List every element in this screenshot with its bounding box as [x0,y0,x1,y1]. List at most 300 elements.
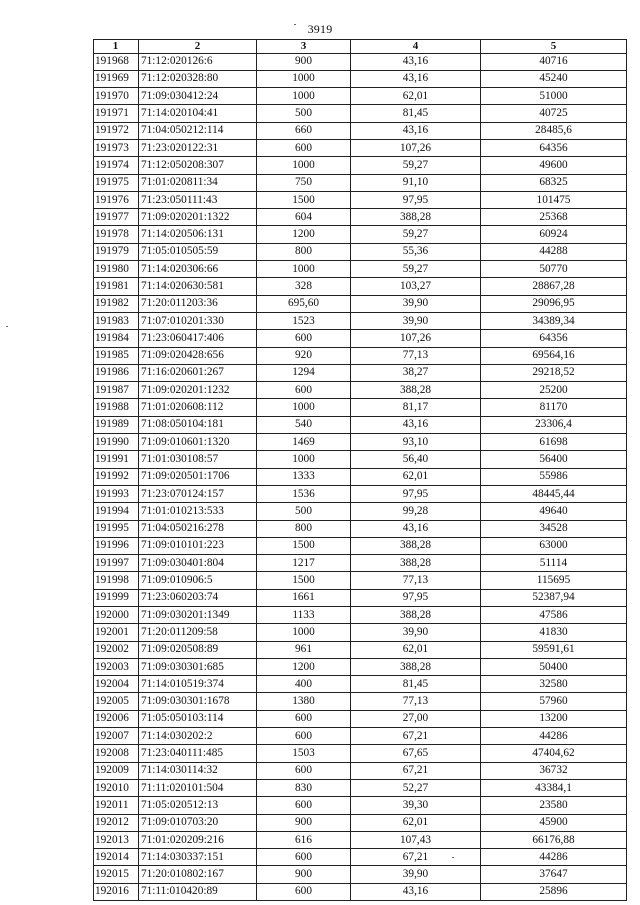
table-row [94,797,627,814]
value-cell: 115695 [481,572,627,589]
record-number-cell: 191969 [94,70,139,87]
cadastral-number-cell: 71:11:010420:89 [139,883,257,900]
area-cell: 961 [257,641,351,658]
record-number-cell: 191970 [94,88,139,105]
value-cell: 64356 [481,139,627,156]
area-cell: 1380 [257,693,351,710]
rate-cell: 38,27 [351,364,481,381]
area-cell: 1000 [257,624,351,641]
area-cell: 616 [257,831,351,848]
cadastral-number-cell: 71:09:020201:1322 [139,209,257,226]
rate-cell: 39,30 [351,797,481,814]
rate-cell: 39,90 [351,866,481,883]
rate-cell: 107,26 [351,139,481,156]
column-header-4: 4 [351,40,481,54]
value-cell: 52387,94 [481,589,627,606]
area-cell: 400 [257,676,351,693]
record-number-cell: 192008 [94,745,139,762]
area-cell: 1200 [257,658,351,675]
rate-cell: 62,01 [351,641,481,658]
rate-cell: 388,28 [351,209,481,226]
table-row [94,572,627,589]
rate-cell: 107,26 [351,330,481,347]
value-cell: 55986 [481,468,627,485]
area-cell: 1536 [257,485,351,502]
table-row [94,624,627,641]
table-row [94,555,627,572]
rate-cell: 62,01 [351,88,481,105]
record-number-cell: 192005 [94,693,139,710]
value-cell: 49640 [481,503,627,520]
table-row [94,831,627,848]
record-number-cell: 192002 [94,641,139,658]
table-row [94,122,627,139]
table-row [94,676,627,693]
rate-cell: 43,16 [351,70,481,87]
value-cell: 81170 [481,399,627,416]
cadastral-number-cell: 71:23:060203:74 [139,589,257,606]
table-row [94,226,627,243]
record-number-cell: 191988 [94,399,139,416]
record-number-cell: 191982 [94,295,139,312]
area-cell: 600 [257,797,351,814]
rate-cell: 388,28 [351,382,481,399]
rate-cell: 39,90 [351,624,481,641]
record-number-cell: 191981 [94,278,139,295]
rate-cell: 388,28 [351,537,481,554]
table-row [94,728,627,745]
value-cell: 34528 [481,520,627,537]
area-cell: 1000 [257,261,351,278]
table-row [94,347,627,364]
rate-cell: 99,28 [351,503,481,520]
cadastral-number-cell: 71:09:030401:804 [139,555,257,572]
cadastral-number-cell: 71:09:020201:1232 [139,382,257,399]
table-row [94,295,627,312]
cadastral-number-cell: 71:09:030301:685 [139,658,257,675]
cadastral-number-cell: 71:14:030114:32 [139,762,257,779]
cadastral-number-cell: 71:14:020104:41 [139,105,257,122]
record-number-cell: 191991 [94,451,139,468]
rate-cell: 62,01 [351,814,481,831]
area-cell: 600 [257,139,351,156]
table-row [94,261,627,278]
rate-cell: 81,45 [351,676,481,693]
rate-cell: 43,16 [351,53,481,70]
rate-cell: 56,40 [351,451,481,468]
record-number-cell: 191976 [94,191,139,208]
value-cell: 64356 [481,330,627,347]
cadastral-number-cell: 71:12:050208:307 [139,157,257,174]
area-cell: 1200 [257,226,351,243]
record-number-cell: 191996 [94,537,139,554]
record-number-cell: 192006 [94,710,139,727]
value-cell: 45240 [481,70,627,87]
value-cell: 101475 [481,191,627,208]
table-row [94,434,627,451]
record-number-cell: 191995 [94,520,139,537]
cadastral-number-cell: 71:05:020512:13 [139,797,257,814]
value-cell: 60924 [481,226,627,243]
cadastral-number-cell: 71:01:020811:34 [139,174,257,191]
cadastral-number-cell: 71:12:020328:80 [139,70,257,87]
cadastral-number-cell: 71:09:020508:89 [139,641,257,658]
area-cell: 1661 [257,589,351,606]
cadastral-number-cell: 71:14:030202:2 [139,728,257,745]
record-number-cell: 191990 [94,434,139,451]
area-cell: 1500 [257,191,351,208]
area-cell: 800 [257,520,351,537]
area-cell: 600 [257,728,351,745]
value-cell: 51000 [481,88,627,105]
value-cell: 34389,34 [481,312,627,329]
record-number-cell: 191978 [94,226,139,243]
table-row [94,312,627,329]
value-cell: 61698 [481,434,627,451]
table-row [94,883,627,900]
cadastral-number-cell: 71:12:020126:6 [139,53,257,70]
column-header-3: 3 [257,40,351,54]
table-row [94,209,627,226]
rate-cell: 77,13 [351,347,481,364]
rate-cell: 77,13 [351,572,481,589]
cadastral-number-cell: 71:23:070124:157 [139,485,257,502]
table-row [94,485,627,502]
cadastral-number-cell: 71:20:010802:167 [139,866,257,883]
record-number-cell: 191968 [94,53,139,70]
column-header-1: 1 [94,40,139,54]
rate-cell: 97,95 [351,589,481,606]
table-row [94,105,627,122]
cadastral-number-cell: 71:09:010906:5 [139,572,257,589]
area-cell: 328 [257,278,351,295]
area-cell: 1000 [257,70,351,87]
cadastral-number-cell: 71:14:020630:581 [139,278,257,295]
rate-cell: 43,16 [351,520,481,537]
record-number-cell: 191987 [94,382,139,399]
cadastral-number-cell: 71:09:030412:24 [139,88,257,105]
cadastral-number-cell: 71:23:060417:406 [139,330,257,347]
rate-cell: 39,90 [351,295,481,312]
area-cell: 695,60 [257,295,351,312]
cadastral-number-cell: 71:04:050212:114 [139,122,257,139]
value-cell: 40716 [481,53,627,70]
record-number-cell: 191973 [94,139,139,156]
record-number-cell: 192001 [94,624,139,641]
cadastral-number-cell: 71:09:020428:656 [139,347,257,364]
record-number-cell: 191994 [94,503,139,520]
record-number-cell: 191975 [94,174,139,191]
record-number-cell: 191986 [94,364,139,381]
record-number-cell: 192004 [94,676,139,693]
header-row [94,40,627,54]
area-cell: 500 [257,503,351,520]
value-cell: 69564,16 [481,347,627,364]
cadastral-number-cell: 71:20:011209:58 [139,624,257,641]
value-cell: 37647 [481,866,627,883]
column-header-5: 5 [481,40,627,54]
cadastral-number-cell: 71:01:020608:112 [139,399,257,416]
value-cell: 63000 [481,537,627,554]
area-cell: 600 [257,710,351,727]
value-cell: 29218,52 [481,364,627,381]
area-cell: 600 [257,762,351,779]
value-cell: 43384,1 [481,779,627,796]
rate-cell: 27,00 [351,710,481,727]
record-number-cell: 192015 [94,866,139,883]
record-number-cell: 191998 [94,572,139,589]
record-number-cell: 191997 [94,555,139,572]
value-cell: 68325 [481,174,627,191]
record-number-cell: 191980 [94,261,139,278]
table-row [94,607,627,624]
cadastral-number-cell: 71:23:020122:31 [139,139,257,156]
cadastral-number-cell: 71:01:010213:533 [139,503,257,520]
area-cell: 1333 [257,468,351,485]
table-row [94,451,627,468]
area-cell: 604 [257,209,351,226]
area-cell: 900 [257,866,351,883]
rate-cell: 107,43 [351,831,481,848]
cadastral-number-cell: 71:09:030201:1349 [139,607,257,624]
rate-cell: 67,21 [351,728,481,745]
record-number-cell: 191985 [94,347,139,364]
area-cell: 1294 [257,364,351,381]
value-cell: 45900 [481,814,627,831]
value-cell: 25368 [481,209,627,226]
area-cell: 600 [257,883,351,900]
table-row [94,157,627,174]
area-cell: 900 [257,53,351,70]
rate-cell: 388,28 [351,555,481,572]
area-cell: 830 [257,779,351,796]
value-cell: 50400 [481,658,627,675]
cadastral-number-cell: 71:14:010519:374 [139,676,257,693]
cadastral-number-cell: 71:14:030337:151 [139,849,257,866]
cadastral-number-cell: 71:23:050111:43 [139,191,257,208]
rate-cell: 97,95 [351,485,481,502]
table-body [94,53,627,901]
table-row [94,88,627,105]
cadastral-number-cell: 71:09:020501:1706 [139,468,257,485]
value-cell: 51114 [481,555,627,572]
table-header [94,40,627,54]
cadastral-number-cell: 71:14:020306:66 [139,261,257,278]
value-cell: 13200 [481,710,627,727]
record-number-cell: 191993 [94,485,139,502]
record-number-cell: 192007 [94,728,139,745]
cadastral-number-cell: 71:23:040111:485 [139,745,257,762]
cadastral-number-cell: 71:08:050104:181 [139,416,257,433]
page-number: 3919 [307,22,333,36]
area-cell: 900 [257,814,351,831]
area-cell: 1000 [257,88,351,105]
rate-cell: 81,17 [351,399,481,416]
record-number-cell: 191974 [94,157,139,174]
area-cell: 600 [257,382,351,399]
area-cell: 800 [257,243,351,260]
area-cell: 1133 [257,607,351,624]
rate-cell: 67,21 [351,849,481,866]
rate-cell: 67,21 [351,762,481,779]
value-cell: 41830 [481,624,627,641]
value-cell: 44286 [481,849,627,866]
rate-cell: 81,45 [351,105,481,122]
cadastral-number-cell: 71:14:020506:131 [139,226,257,243]
table-row [94,693,627,710]
table-row [94,174,627,191]
area-cell: 600 [257,330,351,347]
table-row [94,139,627,156]
value-cell: 48445,44 [481,485,627,502]
value-cell: 40725 [481,105,627,122]
rate-cell: 59,27 [351,157,481,174]
record-number-cell: 191999 [94,589,139,606]
area-cell: 750 [257,174,351,191]
table-row [94,814,627,831]
value-cell: 28485,6 [481,122,627,139]
record-number-cell: 191989 [94,416,139,433]
cadastral-number-cell: 71:09:010601:1320 [139,434,257,451]
table-row [94,416,627,433]
record-number-cell: 192009 [94,762,139,779]
table-row [94,503,627,520]
rate-cell: 67,65 [351,745,481,762]
value-cell: 32580 [481,676,627,693]
cadastral-number-cell: 71:05:010505:59 [139,243,257,260]
table-row [94,70,627,87]
area-cell: 1469 [257,434,351,451]
rate-cell: 62,01 [351,468,481,485]
value-cell: 44288 [481,243,627,260]
column-header-2: 2 [139,40,257,54]
record-number-cell: 192003 [94,658,139,675]
table-row [94,243,627,260]
area-cell: 920 [257,347,351,364]
record-number-cell: 191972 [94,122,139,139]
cadastral-number-cell: 71:09:010703:20 [139,814,257,831]
record-number-cell: 192000 [94,607,139,624]
rate-cell: 55,36 [351,243,481,260]
record-number-cell: 192011 [94,797,139,814]
area-cell: 1523 [257,312,351,329]
area-cell: 540 [257,416,351,433]
table-row [94,849,627,866]
value-cell: 57960 [481,693,627,710]
table-row [94,364,627,381]
table-row [94,468,627,485]
table-row [94,710,627,727]
scan-speck [6,326,8,327]
area-cell: 1000 [257,399,351,416]
record-number-cell: 191979 [94,243,139,260]
table-row [94,589,627,606]
value-cell: 49600 [481,157,627,174]
record-number-cell: 192012 [94,814,139,831]
record-number-cell: 191977 [94,209,139,226]
table-row [94,399,627,416]
record-number-cell: 191992 [94,468,139,485]
value-cell: 47586 [481,607,627,624]
value-cell: 47404,62 [481,745,627,762]
value-cell: 23580 [481,797,627,814]
area-cell: 500 [257,105,351,122]
record-number-cell: 191983 [94,312,139,329]
cadastral-number-cell: 71:01:030108:57 [139,451,257,468]
area-cell: 1503 [257,745,351,762]
table-row [94,330,627,347]
record-number-cell: 191984 [94,330,139,347]
area-cell: 600 [257,849,351,866]
table-row [94,641,627,658]
area-cell: 660 [257,122,351,139]
cadastral-number-cell: 71:07:010201:330 [139,312,257,329]
value-cell: 23306,4 [481,416,627,433]
value-cell: 25200 [481,382,627,399]
cadastral-number-cell: 71:20:011203:36 [139,295,257,312]
value-cell: 28867,28 [481,278,627,295]
value-cell: 66176,88 [481,831,627,848]
value-cell: 59591,61 [481,641,627,658]
rate-cell: 77,13 [351,693,481,710]
value-cell: 44286 [481,728,627,745]
rate-cell: 52,27 [351,779,481,796]
rate-cell: 43,16 [351,883,481,900]
record-number-cell: 192014 [94,849,139,866]
value-cell: 50770 [481,261,627,278]
record-number-cell: 192010 [94,779,139,796]
value-cell: 56400 [481,451,627,468]
record-number-cell: 191971 [94,105,139,122]
value-cell: 25896 [481,883,627,900]
table-row [94,779,627,796]
area-cell: 1000 [257,451,351,468]
rate-cell: 43,16 [351,416,481,433]
table-row [94,745,627,762]
table-row [94,866,627,883]
cadastral-number-cell: 71:05:050103:114 [139,710,257,727]
value-cell: 29096,95 [481,295,627,312]
cadastral-number-cell: 71:11:020101:504 [139,779,257,796]
table-row [94,191,627,208]
cadastral-number-cell: 71:01:020209:216 [139,831,257,848]
rate-cell: 59,27 [351,226,481,243]
rate-cell: 388,28 [351,658,481,675]
rate-cell: 388,28 [351,607,481,624]
table-row [94,278,627,295]
rate-cell: 91,10 [351,174,481,191]
cadastral-number-cell: 71:09:030301:1678 [139,693,257,710]
rate-cell: 103,27 [351,278,481,295]
area-cell: 1500 [257,537,351,554]
register-table [93,39,627,901]
rate-cell: 59,27 [351,261,481,278]
table-row [94,762,627,779]
cadastral-number-cell: 71:16:020601:267 [139,364,257,381]
rate-cell: 43,16 [351,122,481,139]
table-row [94,382,627,399]
record-number-cell: 192016 [94,883,139,900]
rate-cell: 93,10 [351,434,481,451]
area-cell: 1217 [257,555,351,572]
table-row [94,53,627,70]
area-cell: 1500 [257,572,351,589]
rate-cell: 97,95 [351,191,481,208]
table-row [94,658,627,675]
cadastral-number-cell: 71:09:010101:223 [139,537,257,554]
area-cell: 1000 [257,157,351,174]
table-row [94,537,627,554]
